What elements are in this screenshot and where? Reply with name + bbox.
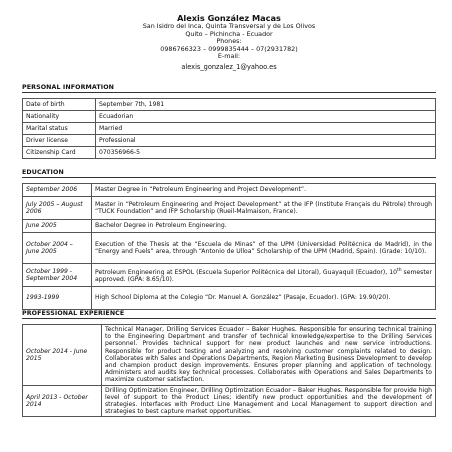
person-name: Alexis González Macas xyxy=(177,13,281,23)
table-row xyxy=(23,147,436,159)
entry-text: Master Degree in “Petroleum Engineering and Project Development”. xyxy=(92,184,436,197)
education-section xyxy=(22,169,436,310)
entry-date: June 2005 xyxy=(23,220,92,233)
table-row xyxy=(23,325,436,386)
entry-text xyxy=(92,264,436,287)
entry-date: September 2006 xyxy=(23,184,92,197)
cv-header xyxy=(22,0,436,71)
entry-text: Master in “Petroleum Engineering and Project Development” at the IFP (Institute Français du Pétrole) through “TUCK Foundation” and IFP Scholarship (Rueil-Malmaison, France). xyxy=(92,197,436,220)
email-address[interactable]: alexis_gonzalez_1@yahoo.es xyxy=(181,62,277,71)
entry-date: April 2013 - October 2014 xyxy=(23,385,102,417)
personal-table xyxy=(22,98,436,159)
education-table xyxy=(22,183,436,310)
field-value: 070356966-5 xyxy=(96,147,436,159)
email-label: E-mail: xyxy=(217,52,241,61)
entry-date: July 2005 – August 2006 xyxy=(23,197,92,220)
entry-date: 1993-1999 xyxy=(23,287,92,310)
experience-section xyxy=(22,310,436,417)
field-value: Ecuadorian xyxy=(96,111,436,123)
field-label: Driver license xyxy=(23,135,96,147)
field-label: Citizenship Card xyxy=(23,147,96,159)
entry-text: High School Diploma at the Colegio “Dr. Manuel A. González” (Pasaje, Ecuador). (GPA: 19.90/20). xyxy=(92,287,436,310)
entry-text-part: semester approved. (GPA: 8.65/10). xyxy=(95,268,432,284)
entry-date: October 1999 - September 2004 xyxy=(23,264,92,287)
table-row xyxy=(23,184,436,197)
cv-page xyxy=(22,0,436,452)
phones-label: Phones: xyxy=(216,37,242,46)
superscript: th xyxy=(396,267,402,273)
table-row xyxy=(23,385,436,417)
phone-numbers: 0986766323 – 0999835444 – 07(2931782) xyxy=(160,44,298,53)
field-value: September 7th, 1981 xyxy=(96,99,436,111)
field-value: Married xyxy=(96,123,436,135)
table-row xyxy=(23,233,436,264)
section-title-experience: PROFESSIONAL EXPERIENCE xyxy=(22,310,436,319)
table-row xyxy=(23,123,436,135)
entry-text: Technical Manager, Drilling Services Ecuador – Baker Hughes. Responsible for ensuring technical training to the Engineering Department and transfer of technical knowledge/expertise to the Drilling Services personnel. Provides technical support for new product launches and new service introductions. Responsible for product testing and analyzing and resolving customer complaints related to design. Collaborates with Sales and Operations Departments, Region Marketing Business Development to develop and champion product design improvements. Ensures proper planning and application of technology. Administers and audits key technical processes. Collaborates with Operations and Sales Departments to maximize customer satisfaction. xyxy=(102,325,436,386)
table-row xyxy=(23,264,436,287)
table-row xyxy=(23,287,436,310)
address-line-1: San Isidro del Inca, Quinta Transversal y de Los Olivos xyxy=(142,22,316,30)
section-title-education: EDUCATION xyxy=(22,169,436,178)
entry-text-part: Petroleum Engineering at ESPOL (Escuela Superior Politécnica del Litoral), Guayaquil (Ecuador), 10 xyxy=(95,268,397,276)
table-row xyxy=(23,135,436,147)
entry-text: Drilling Optimization Engineer, Drilling Optimization Ecuador – Baker Hughes. Responsible for provide high level of support to the Product Lines; identify new product opportunities and the development of strategies. Interfaces with Product Line Management and Local Management to support direction and strategies to best capture market opportunities. xyxy=(102,385,436,417)
entry-text: Execution of the Thesis at the “Escuela de Minas” of the UPM (Universidad Politécnica de Madrid), in the “Energy and Fuels” area, through “Antonio de Ulloa” Scholarship of the UPM (Madrid, Spain). (Grade: 10/10). xyxy=(92,233,436,264)
table-row xyxy=(23,99,436,111)
entry-date: October 2014 - June 2015 xyxy=(23,325,102,386)
table-row xyxy=(23,197,436,220)
experience-table xyxy=(22,324,436,417)
table-row xyxy=(23,220,436,233)
field-value: Professional xyxy=(96,135,436,147)
entry-date: October 2004 – June 2005 xyxy=(23,233,92,264)
personal-section xyxy=(22,84,436,159)
entry-text: Bachelor Degree in Petroleum Engineering. xyxy=(92,220,436,233)
field-label: Nationality xyxy=(23,111,96,123)
field-label: Date of birth xyxy=(23,99,96,111)
field-label: Marital status xyxy=(23,123,96,135)
address-line-2: Quito – Pichincha - Ecuador xyxy=(185,29,273,38)
table-row xyxy=(23,111,436,123)
section-title-personal: PERSONAL INFORMATION xyxy=(22,84,436,93)
